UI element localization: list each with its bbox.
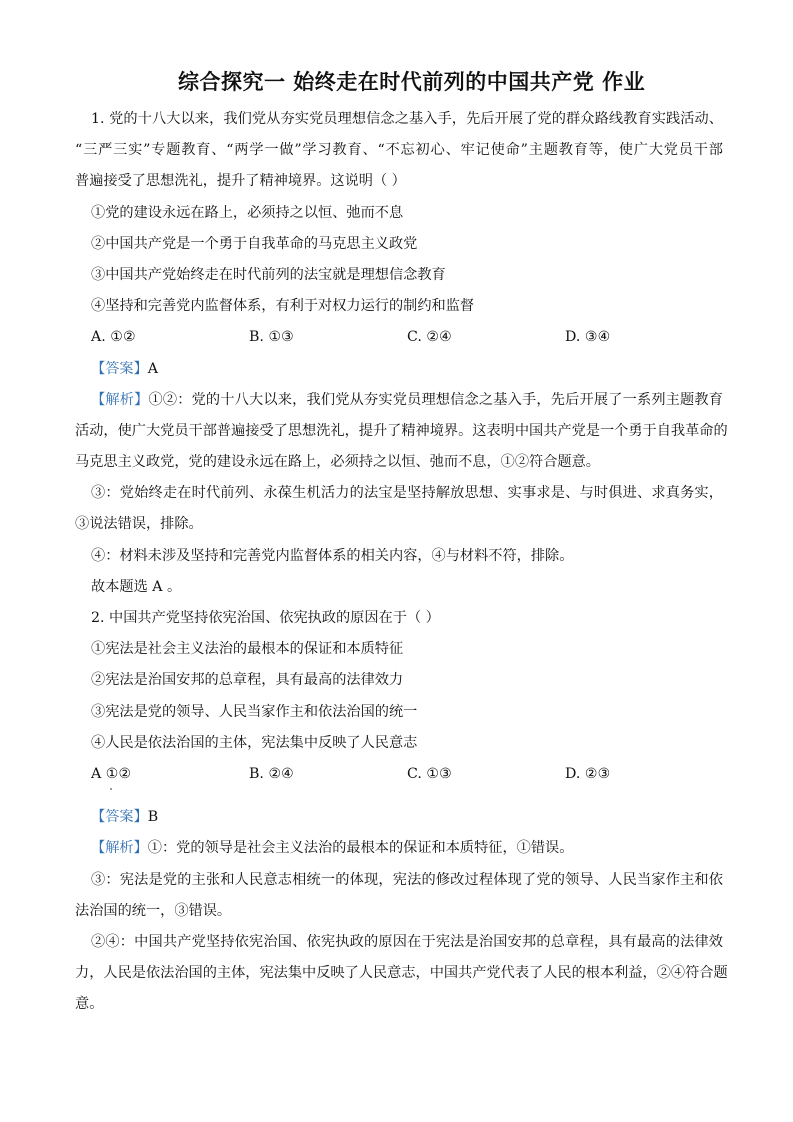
option-b: B. ②④ — [249, 765, 294, 782]
option-a: A. ①② — [91, 329, 136, 346]
document-body — [75, 104, 728, 1020]
analysis-text: ①②：党的十八大以来，我们党从夯实党员理想信念之基入手，先后开展了一系列主题教育 — [148, 391, 723, 408]
option-b: B. ①③ — [249, 329, 294, 346]
analysis-line: 故本题选 A 。 — [91, 578, 182, 595]
analysis-line: 意。 — [75, 996, 104, 1013]
statement-item: ②宪法是治国安邦的总章程，具有最高的法律效力 — [91, 672, 404, 689]
analysis-line — [75, 385, 723, 416]
analysis-tag: 【解析】 — [91, 391, 149, 408]
answer-value: A — [147, 360, 159, 377]
analysis-text: ①：党的领导是社会主义法治的最根本的保证和本质特征，①错误。 — [147, 840, 574, 857]
analysis-line: ③：宪法是党的主张和人民意志相统一的体现，宪法的修改过程体现了党的领导、人民当家作主和依 — [91, 871, 723, 888]
answer-options — [75, 322, 723, 353]
option-c: C. ②④ — [407, 329, 452, 346]
statement-item: ③宪法是党的领导、人民当家作主和依法治国的统一 — [91, 703, 418, 720]
question-stem-line: 普遍接受了思想洗礼，提升了精神境界。这说明（ ） — [75, 173, 406, 190]
answer-line — [75, 354, 723, 385]
answer-tag: 【答案】 — [91, 809, 148, 826]
analysis-line: 活动，使广大党员干部普遍接受了思想洗礼，提升了精神境界。这表明中国共产党是一个勇于自我革命的 — [75, 422, 728, 439]
statement-item: ③中国共产党始终走在时代前列的法宝就是理想信念教育 — [91, 266, 446, 283]
statement-item: ④人民是依法治国的主体，宪法集中反映了人民意志 — [91, 734, 418, 751]
analysis-line: ③说法错误，排除。 — [75, 516, 203, 533]
statement-item: ①宪法是社会主义法治的最根本的保证和本质特征 — [91, 641, 404, 658]
question-stem-line: 2. 中国共产党坚持依宪治国、依宪执政的原因在于（ ） — [91, 610, 440, 626]
question-2 — [75, 603, 728, 1020]
analysis-line: ③：党始终走在时代前列、永葆生机活力的法宝是坚持解放思想、实事求是、与时俱进、求真务实， — [91, 485, 723, 502]
question-stem-line: 1. 党的十八大以来，我们党从夯实党员理想信念之基入手，先后开展了党的群众路线教育实践活动、 — [91, 111, 723, 127]
question-stem-line: “三严三实”专题教育、“两学一做”学习教育、“不忘初心、牢记使命”主题教育等，使广大党员干部 — [75, 142, 723, 159]
analysis-line: ④：材料未涉及坚持和完善党内监督体系的相关内容，④与材料不符，排除。 — [91, 547, 574, 564]
option-d: D. ②③ — [565, 765, 611, 782]
analysis-line: 力，人民是依法治国的主体，宪法集中反映了人民意志，中国共产党代表了人民的根本利益，②④符合题 — [75, 965, 728, 982]
option-a: A ①② — [91, 765, 132, 782]
analysis-line: 法治国的统一，③错误。 — [75, 902, 232, 919]
analysis-line: 马克思主义政党，党的建设永远在路上，必须持之以恒、弛而不息，①②符合题意。 — [75, 454, 600, 471]
analysis-line — [75, 833, 723, 864]
answer-value: B — [147, 809, 159, 826]
answer-tag: 【答案】 — [91, 360, 148, 377]
option-d: D. ③④ — [565, 329, 611, 346]
statement-item: ①党的建设永远在路上，必须持之以恒、弛而不息 — [91, 204, 404, 221]
statement-item: ②中国共产党是一个勇于自我革命的马克思主义政党 — [91, 235, 418, 252]
page-title: 综合探究一 始终走在时代前列的中国共产党 作业 — [178, 70, 646, 94]
question-1 — [75, 104, 728, 603]
answer-line — [75, 802, 723, 833]
analysis-tag: 【解析】 — [91, 840, 148, 857]
answer-options — [75, 759, 723, 790]
option-c: C. ①③ — [407, 765, 452, 782]
statement-item: ④坚持和完善党内监督体系，有利于对权力运行的制约和监督 — [91, 298, 475, 315]
stray-mark — [110, 788, 112, 790]
analysis-line: ②④：中国共产党坚持依宪治国、依宪执政的原因在于宪法是治国安邦的总章程，具有最高的法律效 — [91, 933, 723, 950]
spacer — [75, 790, 723, 802]
